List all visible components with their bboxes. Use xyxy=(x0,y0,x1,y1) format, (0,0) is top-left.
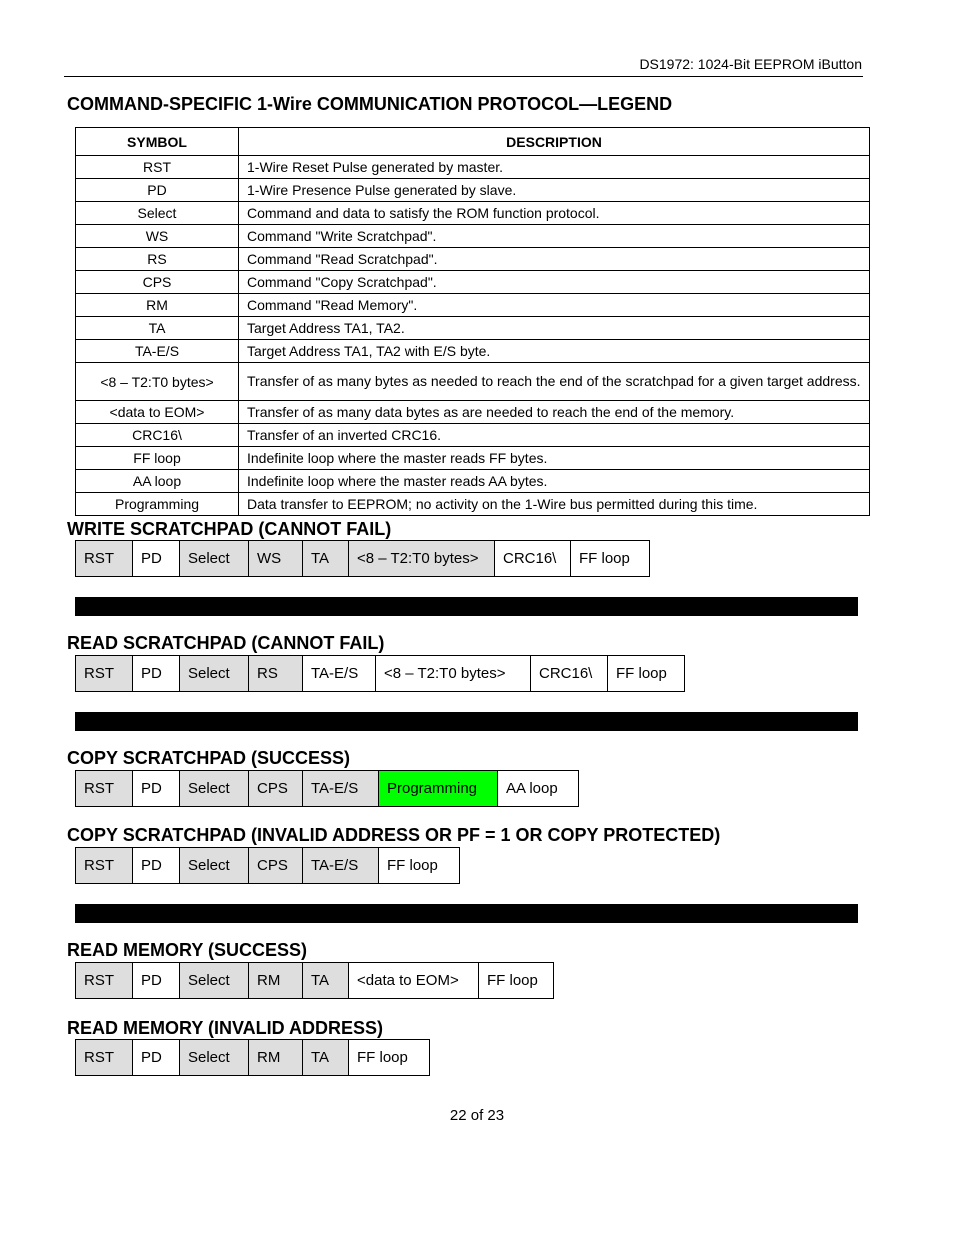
protocol-cell: RST xyxy=(76,541,133,576)
legend-symbol: WS xyxy=(76,225,239,248)
legend-symbol: TA-E/S xyxy=(76,340,239,363)
legend-description: Transfer of an inverted CRC16. xyxy=(239,424,870,447)
legend-symbol: Programming xyxy=(76,493,239,516)
protocol-cell: PD xyxy=(133,1040,180,1075)
legend-description: Indefinite loop where the master reads FF bytes. xyxy=(239,447,870,470)
protocol-cell: FF loop xyxy=(479,963,553,998)
legend-row xyxy=(76,225,870,248)
protocol-cell: <data to EOM> xyxy=(349,963,479,998)
protocol-cell: FF loop xyxy=(571,541,649,576)
protocol-cell: Programming xyxy=(379,771,498,806)
flow-copy-scratchpad-success xyxy=(75,770,579,807)
legend-row xyxy=(76,294,870,317)
section-title-copy-scratchpad-invalid: COPY SCRATCHPAD (INVALID ADDRESS OR PF = 1 OR COPY PROTECTED) xyxy=(67,825,721,845)
legend-symbol: PD xyxy=(76,179,239,202)
legend-description: Transfer of as many bytes as needed to reach the end of the scratchpad for a given target address. xyxy=(239,363,870,401)
section-title-write-scratchpad: WRITE SCRATCHPAD (CANNOT FAIL) xyxy=(67,519,392,539)
document-header-title: DS1972: 1024-Bit EEPROM iButton xyxy=(639,56,862,72)
protocol-cell: RST xyxy=(76,771,133,806)
protocol-cell: TA-E/S xyxy=(303,656,376,691)
legend-row xyxy=(76,401,870,424)
legend-col-description: DESCRIPTION xyxy=(239,128,870,156)
protocol-cell: RST xyxy=(76,848,133,883)
section-title-copy-scratchpad-success: COPY SCRATCHPAD (SUCCESS) xyxy=(67,748,351,768)
protocol-cell: PD xyxy=(133,656,180,691)
protocol-cell: PD xyxy=(133,963,180,998)
separator-bar xyxy=(75,712,858,731)
legend-symbol: RM xyxy=(76,294,239,317)
legend-row xyxy=(76,447,870,470)
protocol-cell: RS xyxy=(249,656,303,691)
legend-row xyxy=(76,202,870,225)
legend-row xyxy=(76,179,870,202)
protocol-cell: FF loop xyxy=(608,656,684,691)
protocol-cell: Select xyxy=(180,771,249,806)
protocol-cell: RST xyxy=(76,1040,133,1075)
header-rule xyxy=(64,76,863,77)
legend-row xyxy=(76,340,870,363)
legend-description: Indefinite loop where the master reads AA bytes. xyxy=(239,470,870,493)
flow-copy-scratchpad-invalid xyxy=(75,847,460,884)
legend-description: Target Address TA1, TA2 with E/S byte. xyxy=(239,340,870,363)
protocol-cell: AA loop xyxy=(498,771,578,806)
flow-read-memory-success xyxy=(75,962,554,999)
legend-table xyxy=(75,127,870,516)
protocol-cell: RM xyxy=(249,963,303,998)
legend-row xyxy=(76,424,870,447)
legend-description: Command and data to satisfy the ROM function protocol. xyxy=(239,202,870,225)
legend-row xyxy=(76,271,870,294)
legend-description: 1-Wire Presence Pulse generated by slave. xyxy=(239,179,870,202)
legend-description: Command "Write Scratchpad". xyxy=(239,225,870,248)
legend-row xyxy=(76,493,870,516)
protocol-cell: RST xyxy=(76,963,133,998)
legend-description: Command "Read Memory". xyxy=(239,294,870,317)
legend-title: COMMAND-SPECIFIC 1-Wire COMMUNICATION PROTOCOL—LEGEND xyxy=(67,94,673,114)
legend-description: Command "Read Scratchpad". xyxy=(239,248,870,271)
flow-write-scratchpad xyxy=(75,540,650,577)
section-title-read-scratchpad: READ SCRATCHPAD (CANNOT FAIL) xyxy=(67,633,385,653)
protocol-cell: CRC16\ xyxy=(495,541,571,576)
legend-col-symbol: SYMBOL xyxy=(76,128,239,156)
protocol-cell: RST xyxy=(76,656,133,691)
protocol-cell: Select xyxy=(180,541,249,576)
legend-symbol: FF loop xyxy=(76,447,239,470)
legend-symbol: AA loop xyxy=(76,470,239,493)
legend-row xyxy=(76,470,870,493)
protocol-cell: TA xyxy=(303,1040,349,1075)
legend-symbol: Select xyxy=(76,202,239,225)
separator-bar xyxy=(75,904,858,923)
protocol-cell: <8 – T2:T0 bytes> xyxy=(349,541,495,576)
legend-row xyxy=(76,363,870,401)
protocol-cell: Select xyxy=(180,963,249,998)
separator-bar xyxy=(75,597,858,616)
protocol-cell: TA xyxy=(303,963,349,998)
protocol-cell: CRC16\ xyxy=(531,656,608,691)
legend-symbol: RST xyxy=(76,156,239,179)
protocol-cell: <8 – T2:T0 bytes> xyxy=(376,656,531,691)
protocol-cell: FF loop xyxy=(379,848,459,883)
protocol-cell: Select xyxy=(180,656,249,691)
legend-description: Target Address TA1, TA2. xyxy=(239,317,870,340)
legend-row xyxy=(76,248,870,271)
legend-symbol: CRC16\ xyxy=(76,424,239,447)
protocol-cell: FF loop xyxy=(349,1040,429,1075)
protocol-cell: PD xyxy=(133,848,180,883)
legend-symbol: CPS xyxy=(76,271,239,294)
legend-symbol: RS xyxy=(76,248,239,271)
protocol-cell: CPS xyxy=(249,848,303,883)
section-title-read-memory-success: READ MEMORY (SUCCESS) xyxy=(67,940,308,960)
section-title-read-memory-invalid: READ MEMORY (INVALID ADDRESS) xyxy=(67,1018,384,1038)
protocol-cell: Select xyxy=(180,848,249,883)
protocol-cell: TA-E/S xyxy=(303,771,379,806)
legend-description: Transfer of as many data bytes as are needed to reach the end of the memory. xyxy=(239,401,870,424)
protocol-cell: PD xyxy=(133,541,180,576)
legend-header-row xyxy=(76,128,870,156)
flow-read-memory-invalid xyxy=(75,1039,430,1076)
legend-symbol: <8 – T2:T0 bytes> xyxy=(76,363,239,401)
page-number: 22 of 23 xyxy=(449,1107,505,1124)
legend-description: Data transfer to EEPROM; no activity on the 1-Wire bus permitted during this time. xyxy=(239,493,870,516)
protocol-cell: TA xyxy=(303,541,349,576)
legend-row xyxy=(76,317,870,340)
legend-symbol: <data to EOM> xyxy=(76,401,239,424)
protocol-cell: Select xyxy=(180,1040,249,1075)
protocol-cell: TA-E/S xyxy=(303,848,379,883)
protocol-cell: WS xyxy=(249,541,303,576)
legend-description: 1-Wire Reset Pulse generated by master. xyxy=(239,156,870,179)
legend-symbol: TA xyxy=(76,317,239,340)
flow-read-scratchpad xyxy=(75,655,685,692)
legend-row xyxy=(76,156,870,179)
legend-description: Command "Copy Scratchpad". xyxy=(239,271,870,294)
protocol-cell: PD xyxy=(133,771,180,806)
protocol-cell: RM xyxy=(249,1040,303,1075)
protocol-cell: CPS xyxy=(249,771,303,806)
